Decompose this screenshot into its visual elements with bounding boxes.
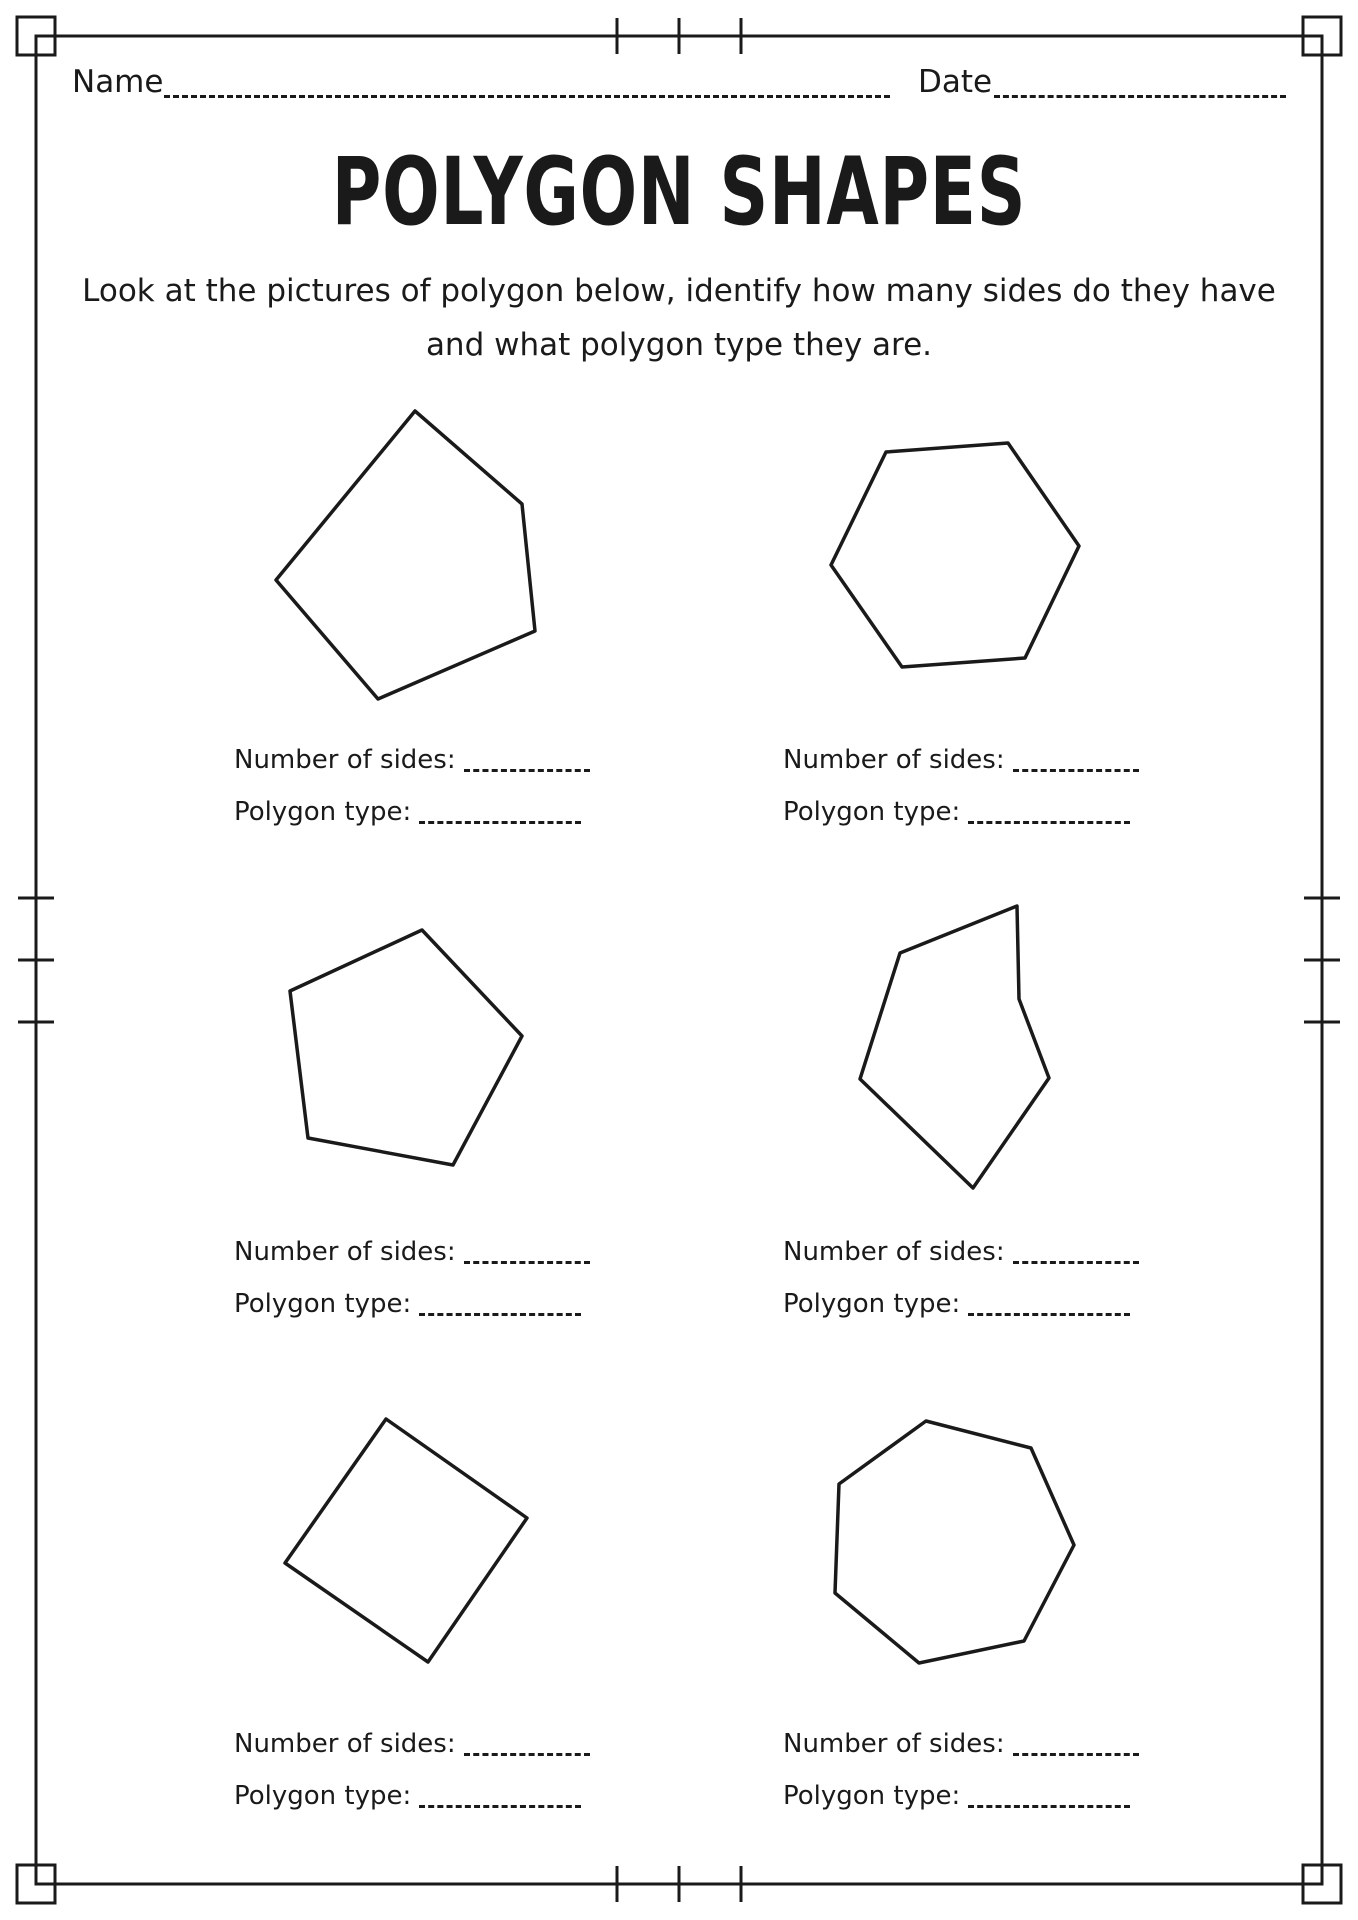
sides-label: Number of sides:: [234, 1237, 456, 1267]
type-label: Polygon type:: [234, 1781, 412, 1811]
type-blank[interactable]: [419, 821, 581, 824]
polygon-shape-4: [860, 906, 1049, 1188]
page-title: POLYGON SHAPES: [331, 138, 1027, 247]
type-blank[interactable]: [419, 1313, 581, 1316]
type-label: Polygon type:: [783, 1289, 961, 1319]
type-label: Polygon type:: [783, 797, 961, 827]
answer-card-2: [783, 734, 1143, 838]
type-label: Polygon type:: [234, 797, 412, 827]
answer-card-6: [783, 1718, 1143, 1822]
sides-blank[interactable]: [464, 1753, 590, 1756]
answer-card-1: [234, 734, 594, 838]
name-label: Name: [72, 64, 164, 100]
type-label: Polygon type:: [783, 1781, 961, 1811]
polygon-shape-5: [285, 1419, 527, 1662]
type-blank[interactable]: [968, 1313, 1130, 1316]
polygon-shape-3: [290, 930, 522, 1165]
type-label: Polygon type:: [234, 1289, 412, 1319]
sides-label: Number of sides:: [783, 1729, 1005, 1759]
sides-label: Number of sides:: [234, 1729, 456, 1759]
polygon-shape-6: [835, 1421, 1074, 1663]
sides-blank[interactable]: [1013, 769, 1139, 772]
sides-label: Number of sides:: [234, 745, 456, 775]
type-blank[interactable]: [968, 821, 1130, 824]
sides-blank[interactable]: [1013, 1261, 1139, 1264]
polygon-shape-1: [276, 411, 535, 699]
sides-blank[interactable]: [1013, 1753, 1139, 1756]
answer-card-3: [234, 1226, 594, 1330]
type-blank[interactable]: [419, 1805, 581, 1808]
answer-card-4: [783, 1226, 1143, 1330]
type-blank[interactable]: [968, 1805, 1130, 1808]
polygon-shape-2: [831, 443, 1079, 667]
answer-card-5: [234, 1718, 594, 1822]
date-label: Date: [918, 64, 993, 100]
sides-label: Number of sides:: [783, 1237, 1005, 1267]
sides-label: Number of sides:: [783, 745, 1005, 775]
sides-blank[interactable]: [464, 769, 590, 772]
instructions-text: Look at the pictures of polygon below, identify how many sides do they have and what polygon type they are.: [82, 273, 1276, 363]
sides-blank[interactable]: [464, 1261, 590, 1264]
